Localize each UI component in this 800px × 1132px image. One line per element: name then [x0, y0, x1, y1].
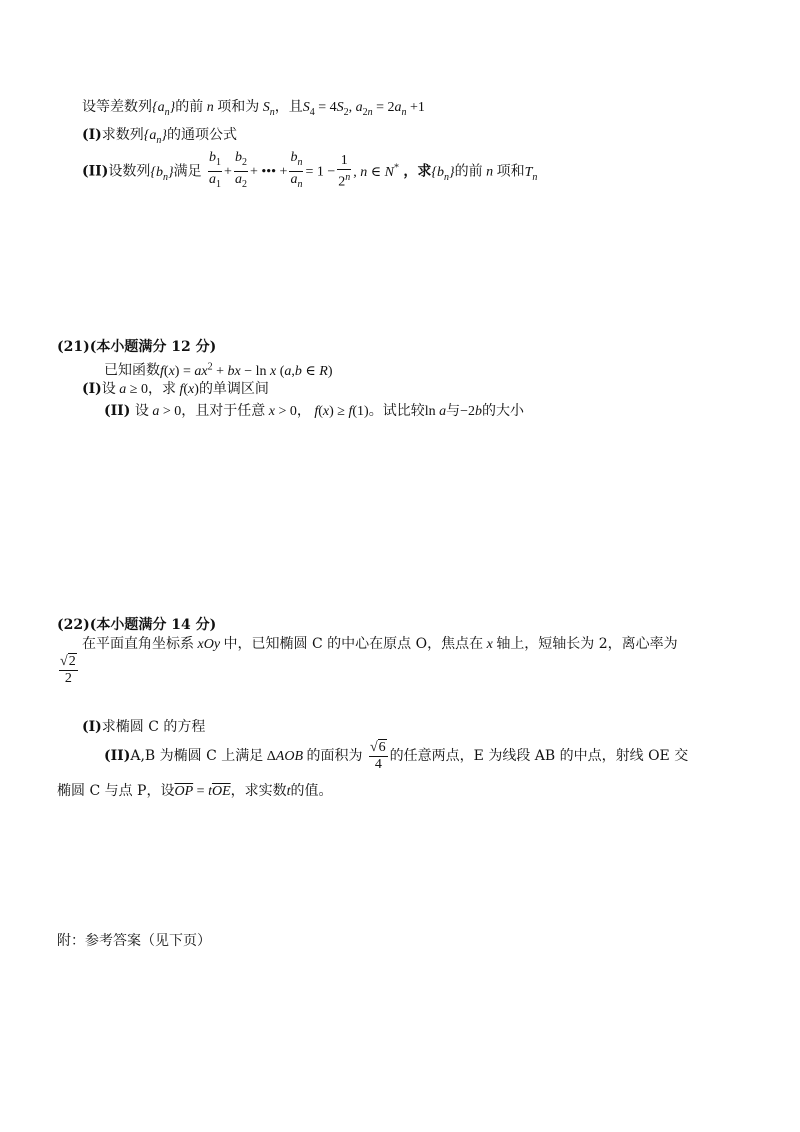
q21-part2-label: (II) [104, 403, 131, 419]
q21-part2-text-a: 设 [134, 403, 149, 419]
q22-part2-label: (II) [104, 748, 131, 764]
q22-intro-text-c: 轴上，短轴长为 2，离心率为 [496, 636, 678, 652]
q20-part1-tail: 的通项公式 [167, 127, 238, 143]
q22-part1 [82, 718, 205, 736]
q22-intro-text-b: 中，已知椭圆 C 的中心在原点 O，焦点在 [223, 636, 484, 652]
q21-part1-text-a: 设 [101, 381, 116, 397]
q20-part2-label: (II) [82, 163, 109, 180]
q21-intro-text: 已知函数 [104, 362, 160, 379]
q21-part2-text-f: 的大小 [482, 403, 524, 419]
q22-part2: (II)A,B 为椭圆 C 上满足 ΔAOB 的面积为 $\frac{√6}{4}$ 的任意两点，E 为线段 AB 的中点，射线 OE 交 [104, 739, 689, 772]
q21-part2-text-b: ，且对于任意 [181, 403, 266, 419]
q20-part2-text-b: 满足 [173, 163, 202, 180]
q21-part2-text-d: 。试比较 [368, 403, 425, 419]
q20-part2: (II)设数列$\{b_n\}$满足 $\frac{b_1}{a_1}$ + $\frac{b_2}{a_2}$ + ••• + $\frac{b_n}{a_n}$ = 1 − $\frac{1}{2^n}$ , n ∈ N* ，求$\{b_n\}$的前 n 项和$T_n$ [82, 150, 537, 195]
q20-part2-text-c: ，求 [403, 163, 432, 180]
q21-part1-text-b: ，求 [147, 381, 176, 397]
q20-part2-text-e: 项和 [496, 163, 525, 180]
q20-part1: (I)求数列$\{a_n\}$的通项公式 [82, 127, 238, 146]
q21-part2-text-e: 与 [446, 403, 461, 419]
q20-frac-bn-an: $\frac{b_n}{a_n}$ [290, 150, 303, 190]
q22-part2-text-f: 的值。 [290, 783, 333, 799]
q20-part2-text-d: 的前 [454, 163, 483, 180]
q20-intro-text-d: ，且 [274, 99, 303, 115]
q20-frac-b2-a2: $\frac{b_2}{a_2}$ [234, 150, 247, 190]
q20-intro-text-c: 项和为 [217, 99, 260, 115]
q22-intro-text-a: 在平面直角坐标系 [82, 636, 194, 652]
q22-part1-text: 求椭圆 C 的方程 [101, 719, 206, 735]
q22-eccentricity [57, 654, 80, 687]
q22-part2-text-d: 椭圆 C 与点 P，设 [57, 783, 175, 799]
q22-frac-sqrt2-2: $\frac{√2}{2}$ [60, 654, 76, 686]
q22-part2-cont: 椭圆 C 与点 P，设$\overline{OP} = t\overline{OE}$，求实数t的值。 [57, 783, 333, 799]
q21-intro: 已知函数$f(x) = ax^2$ + bx − ln x (a,b ∈ R) [104, 361, 333, 379]
q20-intro-text-b: 的前 [175, 99, 204, 115]
q21-header: (21)(本小题满分 12 分) [57, 339, 217, 355]
q21-part1-text-c: 的单调区间 [198, 381, 269, 397]
answer-note: 附：参考答案（见下页） [57, 933, 211, 949]
q20-intro: 设等差数列$\{a_n\}$的前 n 项和为 $S_n$，且$S_4 = 4S_2$, $a_{2n} = 2a_n +1$ [82, 99, 425, 118]
q21-part2-text-c: ， [296, 403, 311, 419]
q20-part2-text-a: 设数列 [108, 163, 151, 180]
q22-frac-sqrt6-4: $\frac{√6}{4}$ [369, 739, 386, 772]
q20-part1-label: (I) [82, 127, 102, 143]
q20-part1-text: 求数列 [101, 127, 144, 143]
q22-part2-text-e: ，求实数 [230, 783, 287, 799]
q22-header: (22)(本小题满分 14 分) [57, 617, 217, 633]
q21-part2: (II) 设 a > 0，且对于任意 x > 0， f(x) ≥ f(1)。试比较ln a与−2b的大小 [104, 403, 524, 419]
q20-frac-1-2n: $\frac{1}{2^n}$ [338, 152, 351, 190]
q22-part1-label: (I) [82, 719, 102, 735]
q22-part2-text-b: 的面积为 [306, 748, 363, 764]
q22-part2-text-a: A,B 为椭圆 C 上满足 [130, 748, 264, 764]
q22-intro: 在平面直角坐标系 xOy 中，已知椭圆 C 的中心在原点 O，焦点在 x 轴上，短轴长为 2，离心率为 [82, 636, 678, 652]
q21-part1: (I)设 a ≥ 0，求 f(x)的单调区间 [82, 381, 269, 397]
q22-part2-text-c: 的任意两点，E 为线段 AB 的中点，射线 OE 交 [389, 748, 689, 764]
q20-intro-text-a: 设等差数列 [82, 99, 152, 115]
q21-part1-label: (I) [82, 381, 102, 397]
q20-frac-b1-a1: $\frac{b_1}{a_1}$ [209, 150, 222, 190]
